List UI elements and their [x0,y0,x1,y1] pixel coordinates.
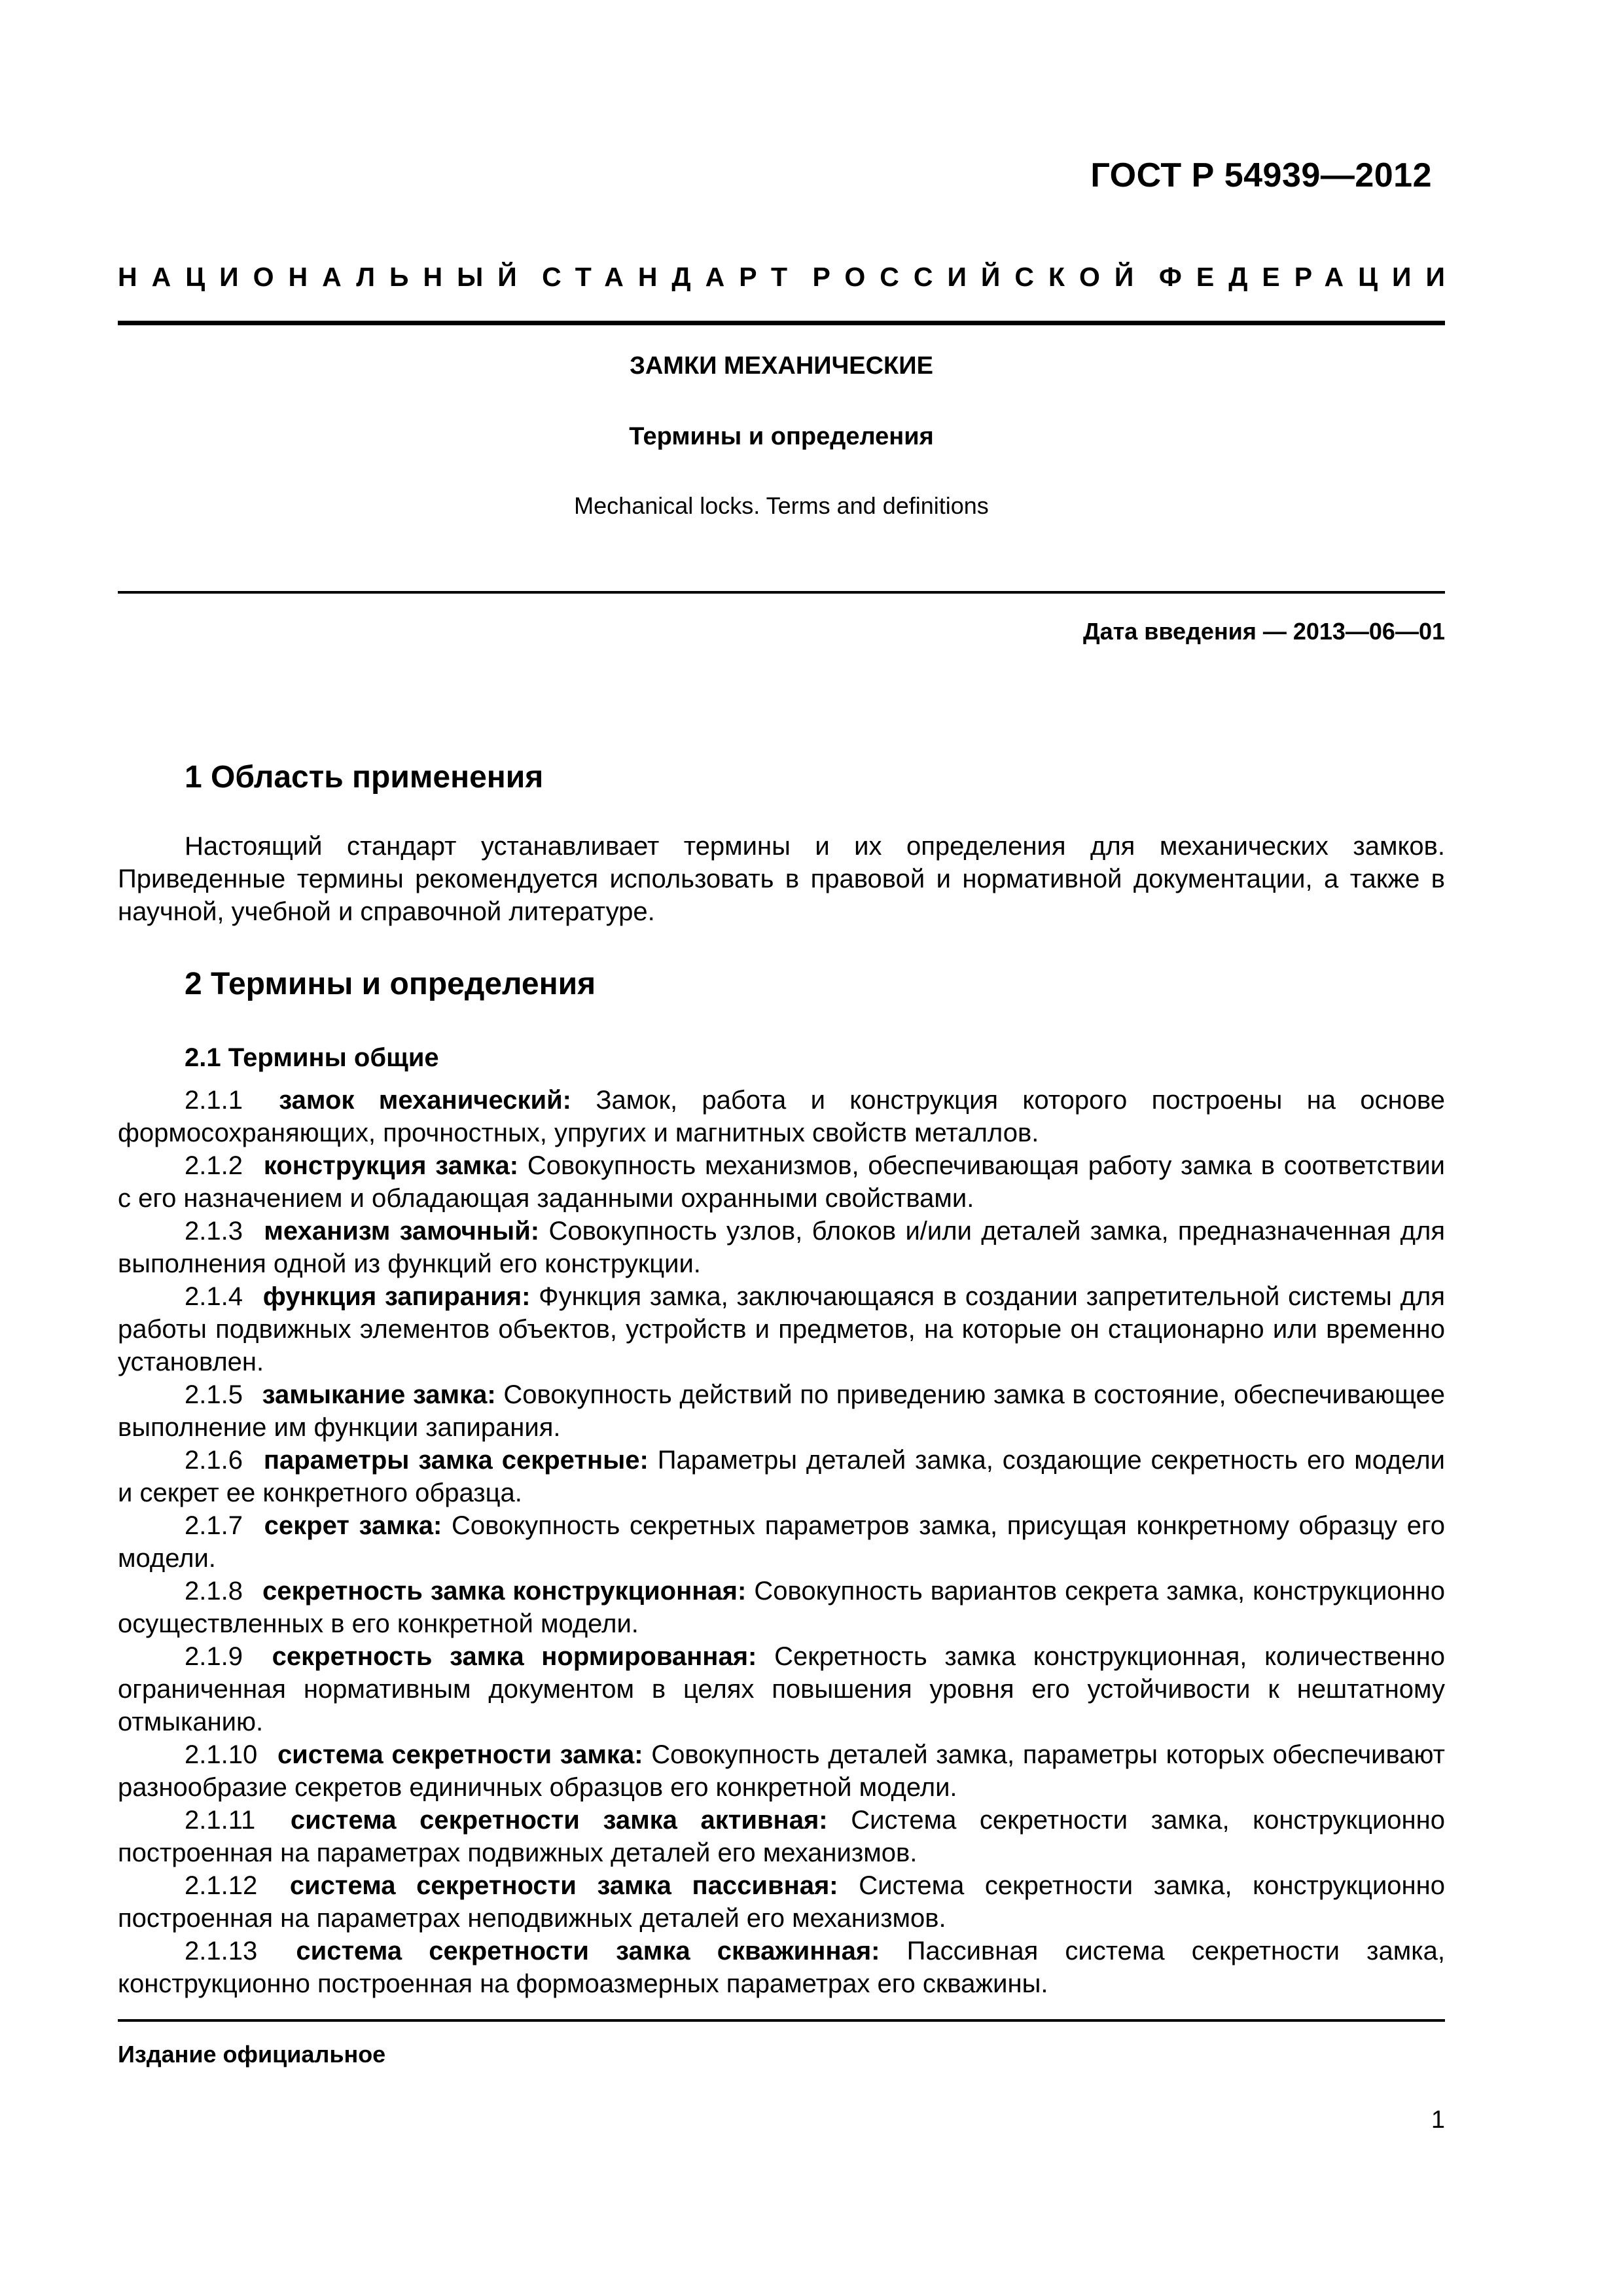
term-definition: Система секретности замка, конструкционно построенная на параметрах неподвижных деталей его механизмов. [118,1871,1445,1933]
term-entry [118,1804,1445,1869]
term-entry [118,1084,1445,1149]
term-name: система секретности замка скважинная: [296,1937,880,1965]
term-number: 2.1.3 [185,1217,243,1246]
term-number: 2.1.7 [185,1511,243,1540]
term-entry [118,1215,1445,1280]
introduction-date: Дата введения — 2013—06—01 [1082,618,1445,645]
term-definition: Система секретности замка, конструкционно построенная на параметрах подвижных деталей его механизмов. [118,1806,1445,1867]
term-number: 2.1.12 [185,1871,258,1900]
term-number: 2.1.11 [185,1806,256,1835]
term-number: 2.1.1 [185,1086,243,1115]
term-definition: Пассивная система секретности замка, конструкционно построенная на формоазмерных параметрах его скважины. [118,1937,1445,1998]
term-definition: Секретность замка конструкционная, количественно ограниченная нормативным документом в целях повышения уровня его устойчивости к нештатному отмыканию. [118,1642,1445,1736]
term-definition: Функция замка, заключающаяся в создании запретительной системы для работы подвижных элементов объектов, устройств и предметов, на которые он стационарно или временно установлен. [118,1282,1445,1376]
term-name: функция запирания: [262,1282,531,1311]
term-definition: Совокупность вариантов секрета замка, конструкционно осуществленных в его конкретной модели. [118,1577,1445,1638]
section-2-heading: 2 Термины и определения [185,967,596,1001]
term-number: 2.1.10 [185,1740,258,1769]
term-number: 2.1.9 [185,1642,243,1671]
term-entry [118,1935,1445,2000]
term-entry [118,1444,1445,1509]
term-number: 2.1.8 [185,1577,243,1605]
term-name: механизм замочный: [264,1217,540,1246]
terms-list [118,1084,1445,2000]
footer-divider [118,2019,1445,2022]
banner-word: СТАНДАРТ [542,262,802,292]
banner-word: НАЦИОНАЛЬНЫЙ [118,262,531,292]
term-name: система секретности замка пассивная: [289,1871,838,1900]
term-name: замыкание замка: [262,1380,496,1409]
term-entry [118,1738,1445,1804]
term-name: замок механический: [279,1086,571,1115]
term-definition: Совокупность механизмов, обеспечивающая работу замка в соответствии с его назначением и обладающая заданными охранными свойствами. [118,1151,1446,1213]
term-definition: Совокупность действий по приведению замка в состояние, обеспечивающее выполнение им функции запирания. [118,1380,1445,1442]
document-subtitle: Термины и определения [629,423,934,450]
scope-text: Настоящий стандарт устанавливает термины и их определения для механических замков. Приведенные термины рекомендуется использовать в правовой и нормативной документации, а также в научной, учебной и справочной литературе. [118,832,1445,926]
term-number: 2.1.13 [185,1937,258,1965]
standard-code: ГОСТ Р 54939—2012 [1090,156,1432,194]
term-name: система секретности замка: [277,1740,643,1769]
term-name: параметры замка секретные: [263,1446,649,1475]
term-name: система секретности замка активная: [290,1806,828,1835]
english-title: Mechanical locks. Terms and definitions [574,492,989,519]
term-definition: Замок, работа и конструкция которого построены на основе формосохраняющих, прочностных, упругих и магнитных свойств металлов. [118,1086,1445,1147]
term-name: секрет замка: [264,1511,442,1540]
term-entry [118,1378,1445,1444]
term-definition: Совокупность секретных параметров замка, присущая конкретному образцу его модели. [118,1511,1445,1573]
scope-paragraph [118,830,1445,928]
subsection-2-1-heading: 2.1 Термины общие [185,1043,439,1072]
term-entry [118,1149,1445,1215]
term-number: 2.1.2 [185,1151,243,1180]
term-entry [118,1280,1445,1378]
term-name: конструкция замка: [263,1151,519,1180]
banner-word: ФЕДЕРАЦИИ [1158,262,1459,292]
banner-word: РОССИЙСКОЙ [812,262,1149,292]
term-definition: Совокупность узлов, блоков и/или деталей замка, предназначенная для выполнения одной из функций его конструкции. [118,1217,1446,1278]
national-standard-banner [118,262,1459,293]
term-definition: Совокупность деталей замка, параметры которых обеспечивают разнообразие секретов единичных образцов его конкретной модели. [118,1740,1446,1802]
header-divider [118,321,1445,325]
term-number: 2.1.6 [185,1446,243,1475]
term-number: 2.1.5 [185,1380,243,1409]
term-name: секретность замка нормированная: [272,1642,757,1671]
document-title: ЗАМКИ МЕХАНИЧЕСКИЕ [630,352,933,380]
term-entry [118,1869,1445,1935]
title-divider [118,591,1445,594]
term-number: 2.1.4 [185,1282,243,1311]
section-1-heading: 1 Область применения [185,760,544,795]
term-entry [118,1509,1445,1575]
term-entry [118,1640,1445,1738]
term-entry [118,1575,1445,1640]
page-number: 1 [1431,2106,1445,2134]
edition-label: Издание официальное [118,2041,386,2068]
term-definition: Параметры деталей замка, создающие секретность его модели и секрет ее конкретного образца. [118,1446,1445,1507]
term-name: секретность замка конструкционная: [262,1577,747,1605]
